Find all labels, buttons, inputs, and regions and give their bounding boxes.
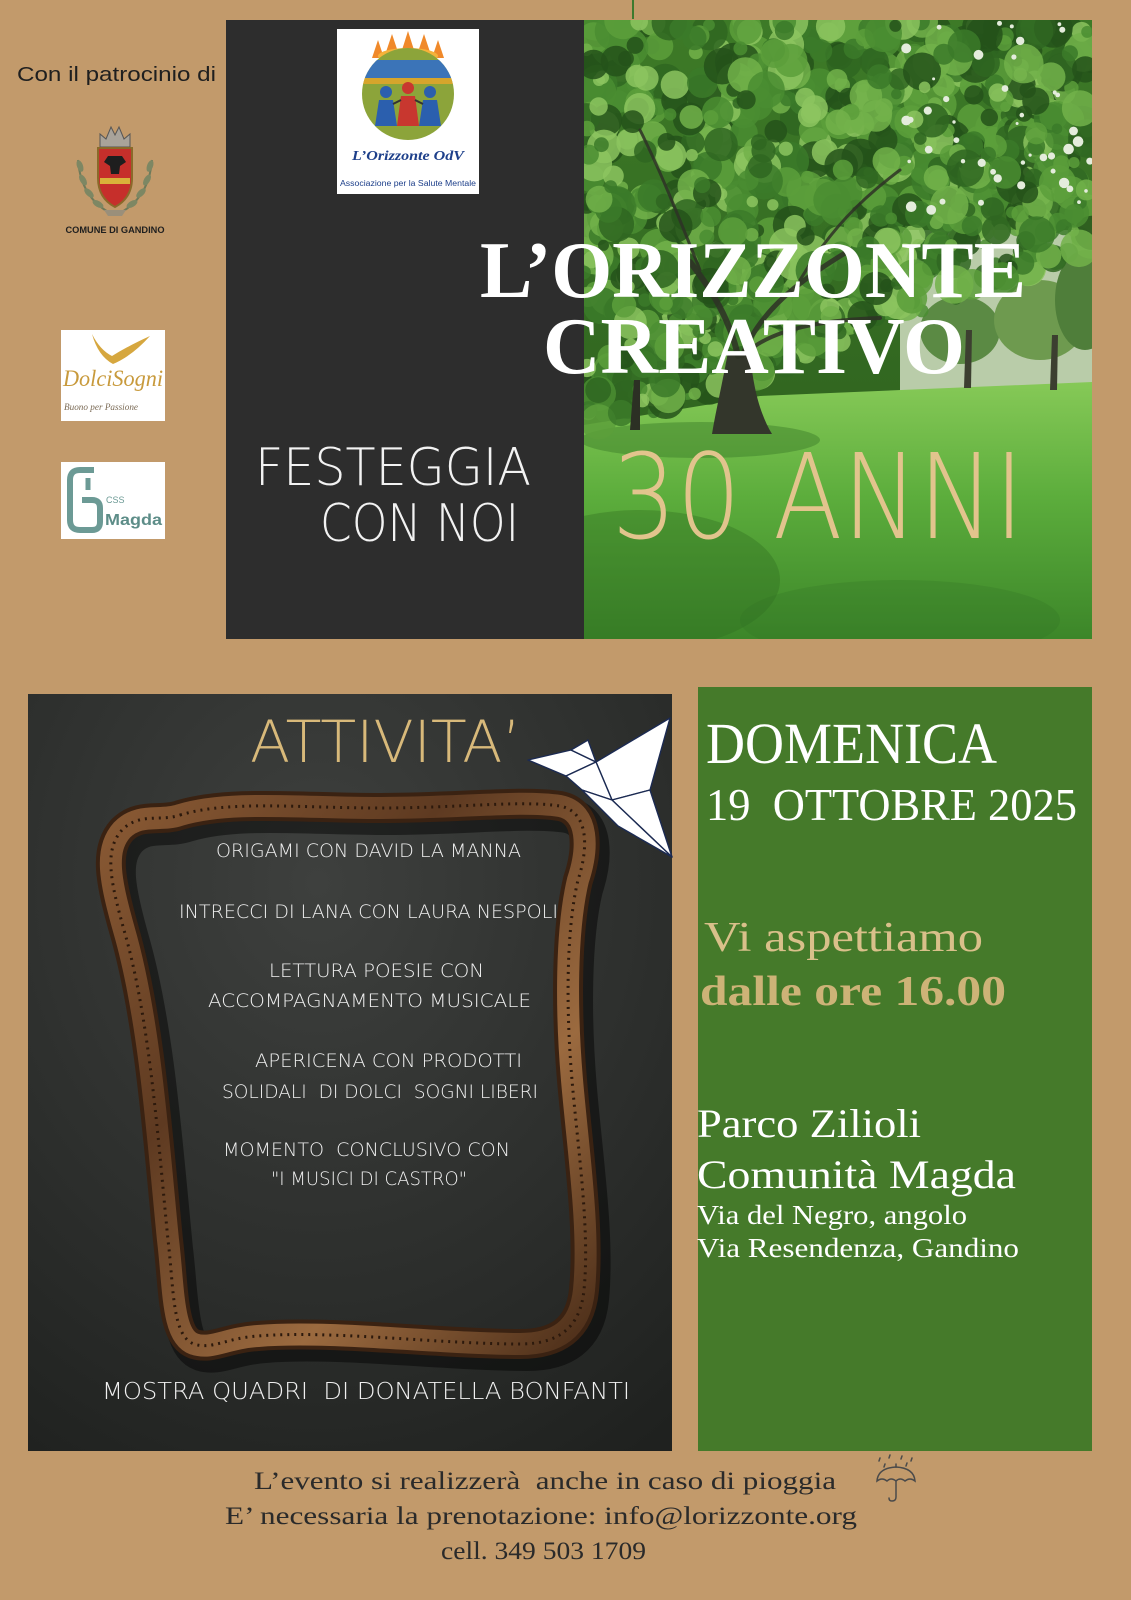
activity-line: ORIGAMI CON DAVID LA MANNA <box>216 840 521 862</box>
sky-gap <box>1017 181 1025 189</box>
sky-gap <box>1059 27 1065 33</box>
sky-gap <box>1059 178 1069 188</box>
leaf-cluster <box>661 71 689 99</box>
footer-phone: cell. 349 503 1709 <box>441 1538 646 1565</box>
event-date: 19 OTTOBRE 2025 <box>706 779 1077 830</box>
leaf-cluster <box>669 18 691 40</box>
footer-rain-note: L’evento si realizzerà anche in caso di pioggia <box>254 1468 836 1495</box>
leaf-cluster <box>704 110 719 125</box>
leaf-cluster <box>765 120 788 143</box>
css-magda-logo <box>61 462 165 539</box>
leaf-cluster <box>703 19 715 31</box>
leaf-cluster <box>947 149 985 187</box>
leaf-cluster <box>964 85 983 104</box>
exhibition-label: MOSTRA QUADRI DI DONATELLA BONFANTI <box>102 1379 630 1405</box>
venue-community: Comunità Magda <box>697 1152 1017 1197</box>
orizzonte-logo <box>337 29 479 194</box>
leaf-cluster <box>1064 204 1084 224</box>
leaf-cluster <box>767 199 778 210</box>
sky-gap <box>1021 160 1025 164</box>
leaf-cluster <box>686 149 698 161</box>
leaf-cluster <box>733 41 747 55</box>
leaf-cluster <box>826 110 852 136</box>
event-day: DOMENICA <box>706 711 998 776</box>
invite-line-1: FESTEGGIA <box>255 438 531 498</box>
sky-gap <box>1029 154 1032 157</box>
leaf-cluster <box>664 108 676 120</box>
sky-gap <box>954 137 960 143</box>
sky-gap <box>940 199 946 205</box>
leaf-cluster <box>981 109 998 126</box>
sky-gap <box>978 200 984 206</box>
leaf-cluster <box>589 97 607 115</box>
sky-gap <box>1051 169 1056 174</box>
leaf-cluster <box>760 39 789 68</box>
sky-gap <box>925 146 933 154</box>
sky-gap <box>990 169 996 175</box>
comune-label: COMUNE DI GANDINO <box>65 225 165 235</box>
leaf-cluster <box>1025 122 1047 144</box>
sky-gap <box>926 205 936 215</box>
sky-gap <box>997 21 1002 26</box>
leaf-cluster <box>930 186 968 224</box>
activity-line: ACCOMPAGNAMENTO MUSICALE <box>208 990 531 1012</box>
leaf-cluster <box>891 89 902 100</box>
title-line-2: CREATIVO <box>543 303 965 391</box>
leaf-cluster <box>604 180 617 193</box>
leaf-cluster <box>594 137 609 152</box>
sky-gap <box>907 160 911 164</box>
sky-gap <box>1073 136 1084 147</box>
welcome-text: Vi aspettiamo <box>704 915 983 961</box>
sky-gap <box>1016 122 1019 125</box>
anniversary-label: 30 ANNI <box>612 428 1024 566</box>
leaf-cluster <box>889 20 901 32</box>
sky-gap <box>932 77 935 80</box>
sky-gap <box>1048 152 1055 159</box>
start-time: dalle ore 16.00 <box>700 969 1006 1015</box>
leaf-cluster <box>1068 157 1079 168</box>
sky-gap <box>1010 24 1014 28</box>
footer-booking: E’ necessaria la prenotazione: info@lorizzonte.org <box>225 1503 858 1530</box>
leaf-cluster <box>658 133 676 151</box>
sky-gap <box>1058 22 1062 26</box>
leaf-cluster <box>1081 26 1093 38</box>
sky-gap <box>994 174 1002 182</box>
leaf-cluster <box>634 66 659 91</box>
leaf-cluster <box>833 160 853 180</box>
leaf-cluster <box>704 128 738 162</box>
sky-gap <box>1077 200 1081 204</box>
sponsor-label: Con il patrocinio di <box>17 64 216 86</box>
sky-gap <box>1011 54 1016 59</box>
title-line-1: L’ORIZZONTE <box>480 227 1026 315</box>
sky-gap <box>943 96 949 102</box>
leaf-cluster <box>748 154 772 178</box>
sky-gap <box>1069 127 1078 136</box>
activity-line: APERICENA CON PRODOTTI <box>255 1050 522 1072</box>
activities-title: ATTIVITA’ <box>250 708 521 776</box>
activity-line: LETTURA POESIE CON <box>269 960 484 982</box>
leaf-cluster <box>779 142 793 156</box>
leaf-cluster <box>809 39 832 62</box>
sky-gap <box>1020 113 1025 118</box>
orizzonte-logo-subtitle: Associazione per la Salute Mentale <box>340 179 477 188</box>
leaf-cluster <box>933 44 954 65</box>
leaf-cluster <box>860 100 892 132</box>
css-magda-prefix: CSS <box>106 495 125 505</box>
leaf-cluster <box>1019 82 1035 98</box>
sky-gap <box>1002 85 1009 92</box>
sky-gap <box>901 43 911 53</box>
leaf-cluster <box>1039 165 1076 202</box>
sky-gap <box>952 120 955 123</box>
leaf-cluster <box>1062 45 1078 61</box>
leaf-cluster <box>867 64 892 89</box>
leaf-cluster <box>924 165 949 190</box>
leaf-cluster <box>801 171 813 183</box>
leaf-cluster <box>608 400 634 426</box>
leaf-cluster <box>700 206 721 227</box>
leaf-cluster <box>1052 124 1063 135</box>
leaf-cluster <box>813 181 850 218</box>
people-figures-icon <box>375 82 441 126</box>
leaf-cluster <box>856 167 878 189</box>
leaf-cluster <box>737 90 756 109</box>
sky-gap <box>901 116 911 126</box>
activity-line: MOMENTO CONCLUSIVO CON <box>223 1139 510 1161</box>
sky-gap <box>906 201 917 212</box>
leaf-cluster <box>1037 62 1066 91</box>
leaf-cluster <box>751 134 767 150</box>
leaf-cluster <box>885 213 897 225</box>
address-line-1: Via del Negro, angolo <box>697 1200 967 1230</box>
sky-gap <box>978 159 986 167</box>
sky-gap <box>1063 144 1074 155</box>
leaf-cluster <box>911 167 924 180</box>
sky-gap <box>937 25 942 30</box>
dolci-sogni-tagline: Buono per Passione <box>64 402 138 412</box>
leaf-cluster <box>919 82 931 94</box>
leaf-cluster <box>680 105 704 129</box>
sky-gap <box>1040 154 1048 162</box>
leaf-cluster <box>827 69 848 90</box>
orizzonte-logo-name: L’Orizzonte OdV <box>350 149 466 164</box>
venue-name: Parco Zilioli <box>697 1101 921 1146</box>
dolci-sogni-logo <box>61 330 165 421</box>
dolci-sogni-name: DolciSogni <box>62 366 164 391</box>
css-magda-name: Magda <box>105 512 163 529</box>
leaf-cluster <box>775 21 794 40</box>
leaf-cluster <box>1011 205 1028 222</box>
leaf-cluster <box>873 147 901 175</box>
leaf-cluster <box>981 197 1004 220</box>
address-line-2: Via Resendenza, Gandino <box>697 1233 1019 1263</box>
sky-gap <box>1055 93 1060 98</box>
invite-line-2: CON NOI <box>320 494 519 554</box>
activity-line: SOLIDALI DI DOLCI SOGNI LIBERI <box>222 1081 538 1103</box>
sky-gap <box>961 159 965 163</box>
sky-gap <box>1084 189 1088 193</box>
leaf-cluster <box>627 37 644 54</box>
sky-gap <box>974 50 984 60</box>
leaf-cluster <box>795 88 815 108</box>
activity-line: INTRECCI DI LANA CON LAURA NESPOLI <box>179 901 558 923</box>
sky-gap <box>924 107 932 115</box>
leaf-cluster <box>694 177 710 193</box>
sky-gap <box>1016 37 1024 45</box>
top-divider-line <box>632 0 634 19</box>
activity-line: "I MUSICI DI CASTRO" <box>271 1168 467 1190</box>
